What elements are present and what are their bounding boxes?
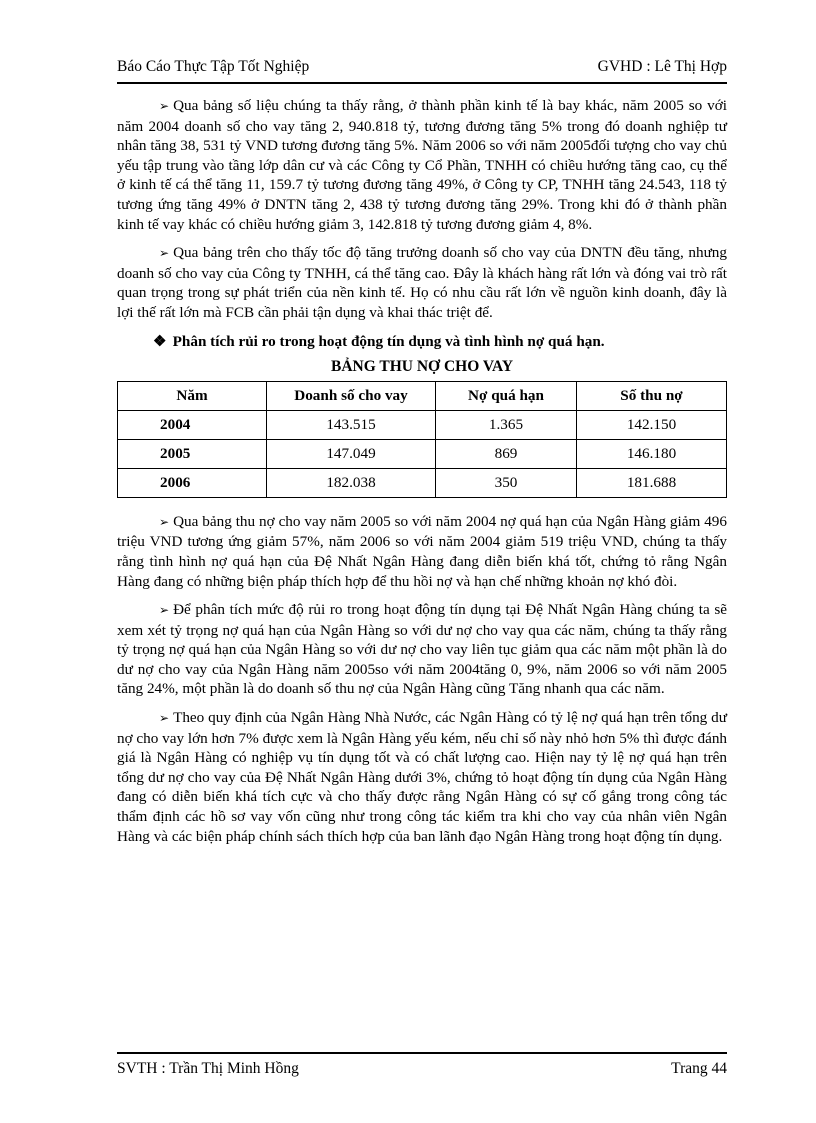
cell-collected-debt: 181.688 xyxy=(577,468,727,497)
cell-year: 2006 xyxy=(118,468,267,497)
section-heading xyxy=(153,332,727,352)
arrow-bullet-icon: ➢ xyxy=(159,514,170,529)
cell-year: 2004 xyxy=(118,410,267,439)
paragraph-4 xyxy=(117,600,727,699)
arrow-bullet-icon: ➢ xyxy=(159,603,170,618)
paragraph-3-text: Qua bảng thu nợ cho vay năm 2005 so với năm 2004 nợ quá hạn của Ngân Hàng giảm 496 triệu VND tương ứng giảm 57%, năm 2006 so với năm 2004 giảm 519 triệu VND, chúng ta thấy rằng tình hình nợ quá hạn của Đệ Nhất Ngân Hàng đang diễn biến khá tốt, chứng tỏ rằng Ngân Hàng đang có những biện pháp thích hợp để thu hồi nợ và hạn chế những khoản nợ khó đòi. xyxy=(117,512,727,590)
cell-collected-debt: 146.180 xyxy=(577,439,727,468)
cell-overdue-debt: 869 xyxy=(436,439,577,468)
cell-loan-turnover: 147.049 xyxy=(267,439,436,468)
paragraph-5-text: Theo quy định của Ngân Hàng Nhà Nước, các Ngân Hàng có tỷ lệ nợ quá hạn trên tổng dư nợ cho vay lớn hơn 7% được xem là Ngân Hàng yếu kém, nếu chỉ số này nhỏ hơn 5% thì được đánh giá là Ngân Hàng có nghiệp vụ tín dụng tốt và có chất lượng cao. Hiện nay tỷ lệ nợ quá hạn trên tổng dư nợ cho vay của Đệ Nhất Ngân Hàng dưới 3%, chứng tỏ hoạt động tín dụng của Ngân Hàng đang có diễn biến khá tích cực và cho thấy được rằng Ngân Hàng có sự cố gắng trong công tác thẩm định các hồ sơ vay vốn cũng như trong công tác kiểm tra khi cho vay của nhân viên Ngân Hàng và các biện pháp chính sách thích hợp của ban lãnh đạo Ngân Hàng trong hoạt động tín dụng. xyxy=(117,709,728,845)
cell-loan-turnover: 182.038 xyxy=(267,468,436,497)
page-footer xyxy=(117,1052,727,1080)
header-overdue-debt: Nợ quá hạn xyxy=(436,381,577,410)
cell-collected-debt: 142.150 xyxy=(577,410,727,439)
table-title: BẢNG THU NỢ CHO VAY xyxy=(330,358,514,376)
paragraph-2-text: Qua bảng trên cho thấy tốc độ tăng trưởng doanh số cho vay của DNTN đều tăng, nhưng doanh số cho vay của Công ty TNHH, cá thể tăng cao. Đây là khách hàng rất lớn và đóng vai trò rất quan trọng trong sự phát triển của nền kinh tế. Họ có nhu cầu rất lớn về nguồn kinh doanh, đây là lợi thế rất lớn mà FCB cần phải tận dụng và khai thác triệt để. xyxy=(117,244,727,321)
diamond-bullet-icon: ❖ xyxy=(153,332,167,350)
paragraph-3 xyxy=(117,512,727,591)
arrow-bullet-icon: ➢ xyxy=(159,99,170,113)
table-row xyxy=(118,410,727,439)
cell-overdue-debt: 350 xyxy=(436,468,577,497)
cell-year: 2005 xyxy=(118,439,267,468)
page-header xyxy=(117,58,727,84)
paragraph-2 xyxy=(117,243,727,322)
header-report-title: Báo Cáo Thực Tập Tốt Nghiệp xyxy=(117,58,310,75)
arrow-bullet-icon: ➢ xyxy=(159,711,170,726)
arrow-bullet-icon: ➢ xyxy=(159,246,170,261)
footer-student: SVTH : Trần Thị Minh Hồng xyxy=(117,1060,299,1077)
page-content xyxy=(117,96,727,855)
paragraph-5 xyxy=(117,708,727,846)
table-row xyxy=(118,439,727,468)
table-row xyxy=(118,468,727,497)
table-header-row xyxy=(118,381,727,410)
paragraph-1 xyxy=(117,96,727,234)
paragraph-4-text: Để phân tích mức độ rủi ro trong hoạt động tín dụng tại Đệ Nhất Ngân Hàng chúng ta sẽ xem xét tỷ trọng nợ quá hạn của Ngân Hàng so với dư nợ cho vay qua các năm, chúng ta thấy rằng tỷ trọng nợ quá hạn của Ngân Hàng so với dư nợ cho vay liên tục giảm qua các năm một phần là do dư nợ cho vay của Ngân Hàng năm 2005so với năm 2004tăng 0, 9%, năm 2006 so với năm 2005 tăng 24%, một phần là do doanh số thu nợ của Ngân Hàng cũng Tăng nhanh qua các năm. xyxy=(117,601,727,698)
cell-loan-turnover: 143.515 xyxy=(267,410,436,439)
cell-overdue-debt: 1.365 xyxy=(436,410,577,439)
header-collected-debt: Số thu nợ xyxy=(577,381,727,410)
debt-collection-table xyxy=(117,381,727,498)
header-supervisor: GVHD : Lê Thị Hợp xyxy=(597,58,727,75)
footer-page-number: Trang 44 xyxy=(671,1060,727,1077)
header-year: Năm xyxy=(118,381,267,410)
paragraph-1-text: Qua bảng số liệu chúng ta thấy rằng, ở thành phần kinh tế là bay khác, năm 2005 so với năm 2004 doanh số cho vay tăng 2, 940.818 tỷ, tương đương tăng 5% trong đó doanh nghiệp tư nhân tăng 38, 531 tỷ VND tương đương tăng 5%. Năm 2006 so với năm 2005đối tượng cho vay chủ yếu tập trung vào tầng lớp dân cư và các Công ty Cổ Phần, TNHH có chiều hướng tăng cao, cụ thể ở kinh tế cá thể tăng 11, 159.7 tỷ tương đương tăng 49%, ở Công ty CP, TNHH tăng 24.543, 118 tỷ tương ứng tăng 49% ở DNTN tăng 2, 438 tỷ tương đương tăng 29%. Trong khi đó ở thành phần kinh tế vay khác có chiều hướng giảm 3, 142.818 tỷ tương đương giảm 4, 8%. xyxy=(117,97,727,233)
section-heading-text: Phân tích rủi ro trong hoạt động tín dụng và tình hình nợ quá hạn. xyxy=(172,332,605,350)
header-loan-turnover: Doanh số cho vay xyxy=(267,381,436,410)
